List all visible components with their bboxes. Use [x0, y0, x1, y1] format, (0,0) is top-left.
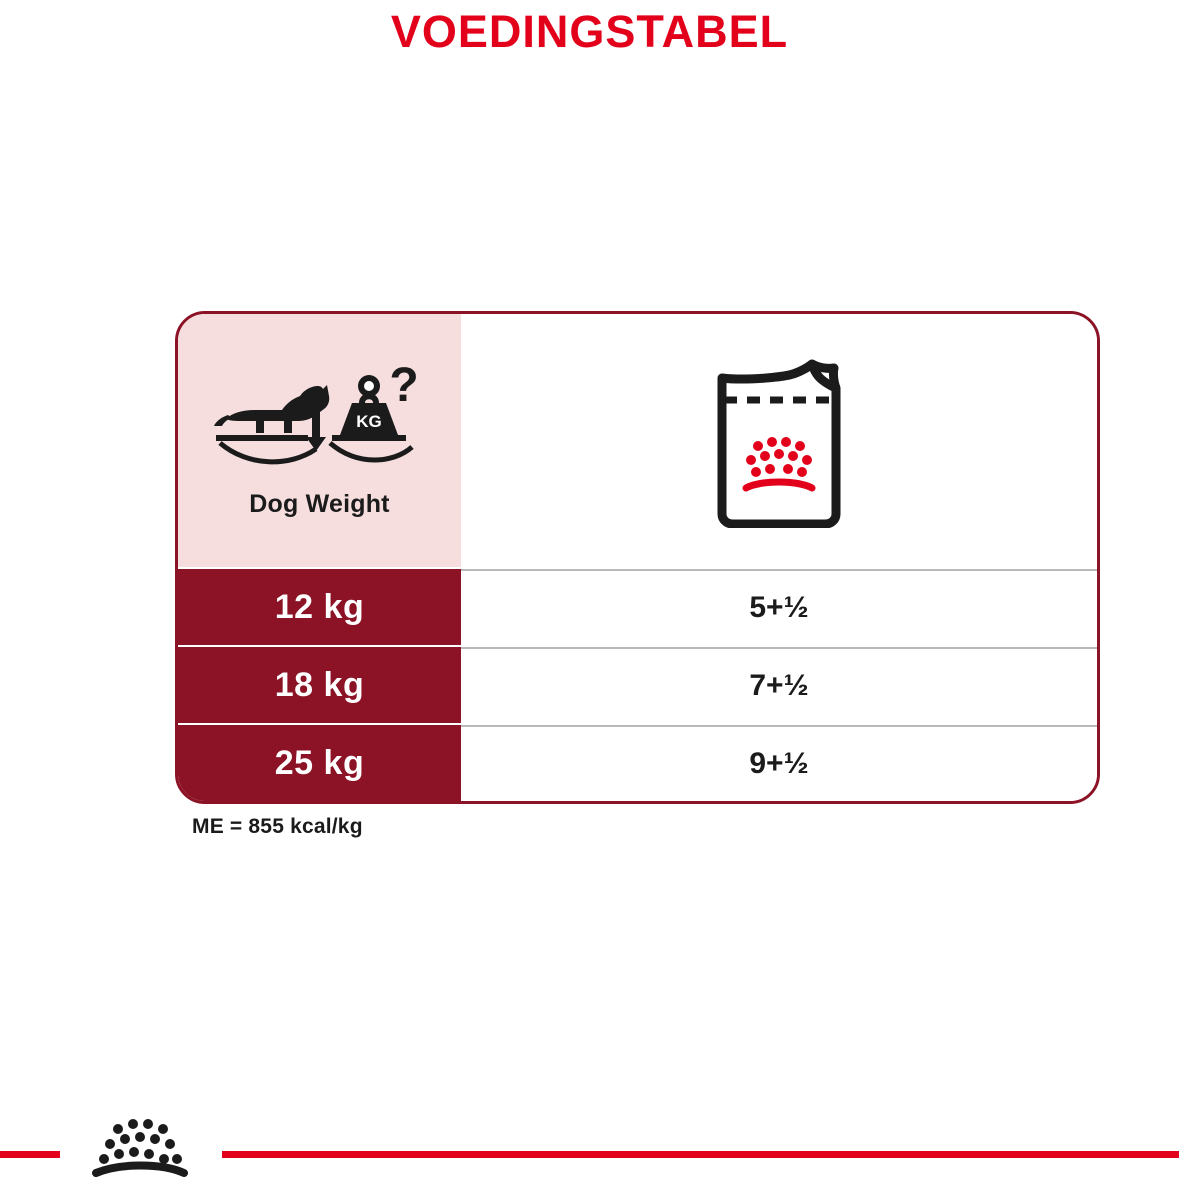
dog-weight-value: 18 kg — [178, 647, 461, 723]
table-row — [178, 645, 1097, 723]
dog-weight-value: 12 kg — [178, 569, 461, 645]
royal-canin-crown-logo — [74, 1117, 206, 1179]
svg-text:?: ? — [389, 363, 419, 412]
dog-weight-value: 25 kg — [178, 725, 461, 801]
dog-scale-icon — [212, 358, 427, 468]
dog-weight-header-cell — [178, 314, 461, 567]
metabolisable-energy-note: ME = 855 kcal/kg — [192, 815, 363, 838]
portion-value: 7+½ — [461, 647, 1097, 723]
page-title: VOEDINGSTABEL — [390, 6, 789, 57]
table-row — [178, 723, 1097, 801]
feeding-table — [175, 311, 1100, 804]
table-header-row — [178, 314, 1097, 567]
portion-value: 9+½ — [461, 725, 1097, 801]
portion-value: 5+½ — [461, 569, 1097, 645]
product-header-cell — [461, 314, 1097, 567]
svg-text:KG: KG — [356, 412, 382, 431]
wet-food-pouch-icon — [704, 348, 854, 533]
dog-weight-label: Dog Weight — [249, 490, 390, 518]
table-row — [178, 567, 1097, 645]
